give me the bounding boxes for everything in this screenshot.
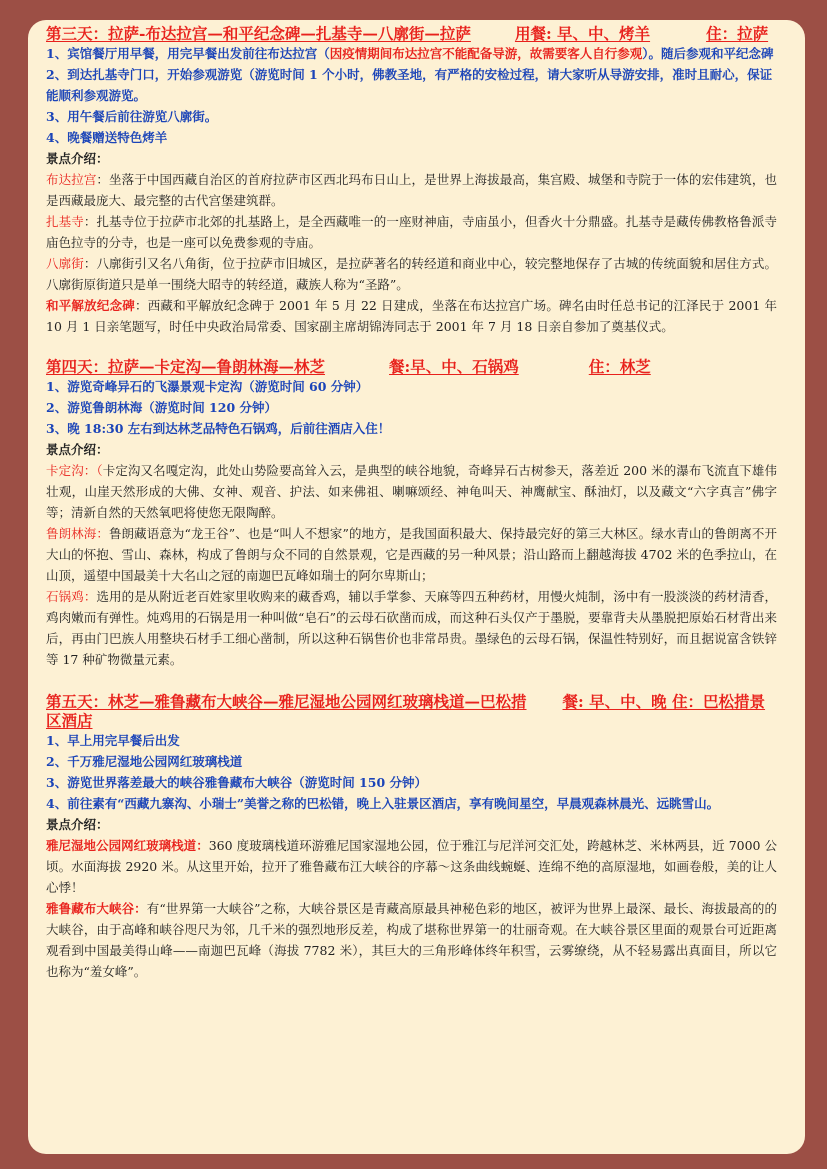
day3-sight-barkhor: [46, 253, 777, 295]
day4-intro-label: 景点介绍：: [46, 442, 109, 457]
day5-stay: 住：巴松措景区酒店: [46, 692, 766, 730]
day4-sight-stone-pot: [46, 586, 777, 670]
day4-sight-kading: [46, 460, 777, 523]
sight-name: 石锅鸡：: [46, 589, 97, 604]
day3-itinerary: [46, 43, 777, 148]
day4-title-main: 第四天：拉萨—卡定沟—鲁朗林海—林芝: [46, 357, 326, 376]
day4-section: [46, 357, 777, 670]
day3-intro-label: 景点介绍：: [46, 151, 109, 166]
day5-sight-glass-walkway: [46, 835, 777, 898]
day5-item-1: 1、早上用完早餐后出发: [46, 733, 180, 748]
day3-sight-zhaji: [46, 211, 777, 253]
day4-title: [46, 357, 777, 376]
day5-title: [46, 692, 777, 730]
day4-item-1: 1、游览奇峰异石的飞瀑景观卡定沟（游览时间 60 分钟）: [46, 379, 369, 394]
day3-item-1-pre: 1、宾馆餐厅用早餐，用完早餐出发前往布达拉宫（: [46, 46, 330, 61]
sight-name: 卡定沟：（: [46, 463, 103, 478]
day4-item-2: 2、游览鲁朗林海（游览时间 120 分钟）: [46, 400, 277, 415]
itinerary-page: [28, 20, 805, 1154]
day5-section: [46, 692, 777, 982]
day3-sight-potala: [46, 169, 777, 211]
day5-sight-grand-canyon: [46, 898, 777, 982]
sight-desc: 扎基寺位于拉萨市北郊的扎基路上，是全西藏唯一的一座财神庙，寺庙虽小，但香火十分鼎盛。扎基寺是藏传佛教格鲁派寺庙色拉寺的分寺，也是一座可以免费参观的寺庙。: [46, 214, 777, 250]
sight-name: 扎基寺: [46, 214, 84, 229]
sight-name: 鲁朗林海：: [46, 526, 109, 541]
sight-desc: 卡定沟又名嘎定沟，此处山势险要高耸入云，是典型的峡谷地貌，奇峰异石古树参天，落差近 200 米的瀑布飞流直下雄伟壮观，山崖天然形成的大佛、女神、观音、护法、如来佛祖、喇嘛颂经、神龟叫天、神鹰献宝、酥油灯，以及藏文“六字真言”佛字等；清新自然的天然氧吧将使您无限陶醉。: [46, 463, 777, 520]
day5-meal: 餐: 早、中、晚: [562, 692, 667, 711]
sight-desc: 有“世界第一大峡谷”之称，大峡谷景区是青藏高原最具神秘色彩的地区，被评为世界上最深、最长、海拔最高的的大峡谷，由于高峰和峡谷咫尺为邻，几千米的强烈地形反差，构成了堪称世界第一的壮丽奇观。在大峡谷景区里面的观景台可近距离观看到中国最美得山峰——南迦巴瓦峰（海拔 7782 米），其巨大的三角形峰体终年积雪，云雾缭绕，从不轻易露出真面目，所以它也称为“羞女峰”。: [46, 901, 777, 979]
sight-desc: 360 度玻璃栈道环游雅尼国家湿地公园，位于雅江与尼洋河交汇处，跨越林芝、米林两县，近 7000 公顷。水面海拔 2920 米。从这里开始，拉开了雅鲁藏布江大峡谷的序幕～这条曲线蜿蜒、连绵不绝的高原湿地，如画卷般，美的让人心悸！: [46, 838, 777, 895]
sight-colon: ：: [83, 256, 97, 271]
day3-item-3: 3、用午餐后前往游览八廓街。: [46, 109, 218, 124]
section-gap: [46, 337, 777, 357]
sight-name: 雅鲁藏布大峡谷：: [46, 901, 147, 916]
sight-colon: ：: [135, 298, 148, 313]
sight-name: 八廓街: [46, 256, 84, 271]
sight-desc: 选用的是从附近老百姓家里收购来的藏香鸡，辅以手掌参、天麻等四五种药材，用慢火炖制，汤中有一股淡淡的药材清香，鸡肉嫩而有弹性。炖鸡用的石锅是用一种叫做“皂石”的云母石砍凿而成，而这种石头仅产于墨脱，要靠背夫从墨脱把原始石材背出来后，再由门巴族人用整块石材手工细心凿制，所以这种石锅售价也非常昂贵。墨绿色的云母石锅，保温性特别好，而且据说富含铁锌等 17 种矿物微量元素。: [46, 589, 777, 667]
day3-title: [46, 24, 777, 43]
day4-sight-lulang: [46, 523, 777, 586]
day4-item-3: 3、晚 18:30 左右到达林芝品特色石锅鸡，后前往酒店入住！: [46, 421, 391, 436]
day4-meal: 餐:早、中、石锅鸡: [389, 357, 519, 376]
sight-name: 雅尼湿地公园网红玻璃栈道：: [46, 838, 209, 853]
sight-name: 和平解放纪念碑: [46, 298, 135, 313]
day3-item-1: [46, 43, 777, 64]
sight-colon: ：: [83, 214, 97, 229]
day3-item-2: 2、到达扎基寺门口，开始参观游览（游览时间 1 个小时，佛教圣地，有严格的安检过程，请大家听从导游安排，准时且耐心，保证能顺利参观游览。: [46, 67, 773, 103]
day3-item-4: 4、晚餐赠送特色烤羊: [46, 130, 168, 145]
day3-meal: 用餐: 早、中、烤羊: [514, 24, 651, 43]
day5-item-3: 3、游览世界落差最大的峡谷雅鲁藏布大峡谷（游览时间 150 分钟）: [46, 775, 427, 790]
day4-itinerary: [46, 376, 777, 439]
day3-sight-monument: [46, 295, 777, 337]
day5-title-main: 第五天：林芝—雅鲁藏布大峡谷—雅尼湿地公园网红玻璃栈道—巴松措: [46, 692, 527, 711]
day5-item-4: 4、前往素有“西藏九寨沟、小瑞士”美誉之称的巴松错，晚上入驻景区酒店，享有晚间星空，早晨观森林晨光、远眺雪山。: [46, 796, 720, 811]
sight-colon: ：: [96, 172, 110, 187]
sight-desc: 坐落于中国西藏自治区的首府拉萨市区西北玛布日山上，是世界上海拔最高，集宫殿、城堡和寺院于一体的宏伟建筑，也是西藏最庞大、最完整的古代宫堡建筑群。: [46, 172, 777, 208]
day3-stay: 住：拉萨: [706, 24, 769, 43]
day5-itinerary: [46, 730, 777, 814]
sight-desc: 西藏和平解放纪念碑于 2001 年 5 月 22 日建成，坐落在布达拉宫广场。碑名由时任总书记的江泽民于 2001 年 10 月 1 日亲笔题写，时任中央政治局常委、国家副主席胡锦涛同志于 2001 年 7 月 18 日亲自参加了奠基仪式。: [46, 298, 777, 334]
day5-intro-label: 景点介绍：: [46, 817, 109, 832]
day3-title-main: 第三天：拉萨-布达拉宫—和平纪念碑—扎基寺—八廓街—拉萨: [46, 24, 471, 43]
sight-name: 布达拉宫: [46, 172, 97, 187]
day3-item-1-post: ）。随后参观和平纪念碑: [642, 46, 774, 61]
section-gap: [46, 670, 777, 692]
sight-desc: 八廓街引又名八角街，位于拉萨市旧城区，是拉萨著名的转经道和商业中心，较完整地保存了古城的传统面貌和居住方式。八廓街原街道只是单一围绕大昭寺的转经道，藏族人称为“圣路”。: [46, 256, 777, 292]
day5-item-2: 2、千万雅尼湿地公园网红玻璃栈道: [46, 754, 243, 769]
day3-section: [46, 24, 777, 337]
day4-stay: 住：林芝: [588, 357, 651, 376]
day3-item-1-notice: 因疫情期间布达拉宫不能配备导游，故需要客人自行参观: [329, 46, 643, 61]
sight-desc: 鲁朗藏语意为“龙王谷”、也是“叫人不想家”的地方，是我国面积最大、保持最完好的第三大林区。绿水青山的鲁朗离不开大山的怀抱、雪山、森林，构成了鲁朗与众不同的自然景观，它是西藏的另一种风景；沿山路而上翻越海拔 4702 米的色季拉山，在山顶，遥望中国最美十大名山之冠的南迦巴瓦峰如瑞士的阿尔卑斯山；: [46, 526, 777, 583]
